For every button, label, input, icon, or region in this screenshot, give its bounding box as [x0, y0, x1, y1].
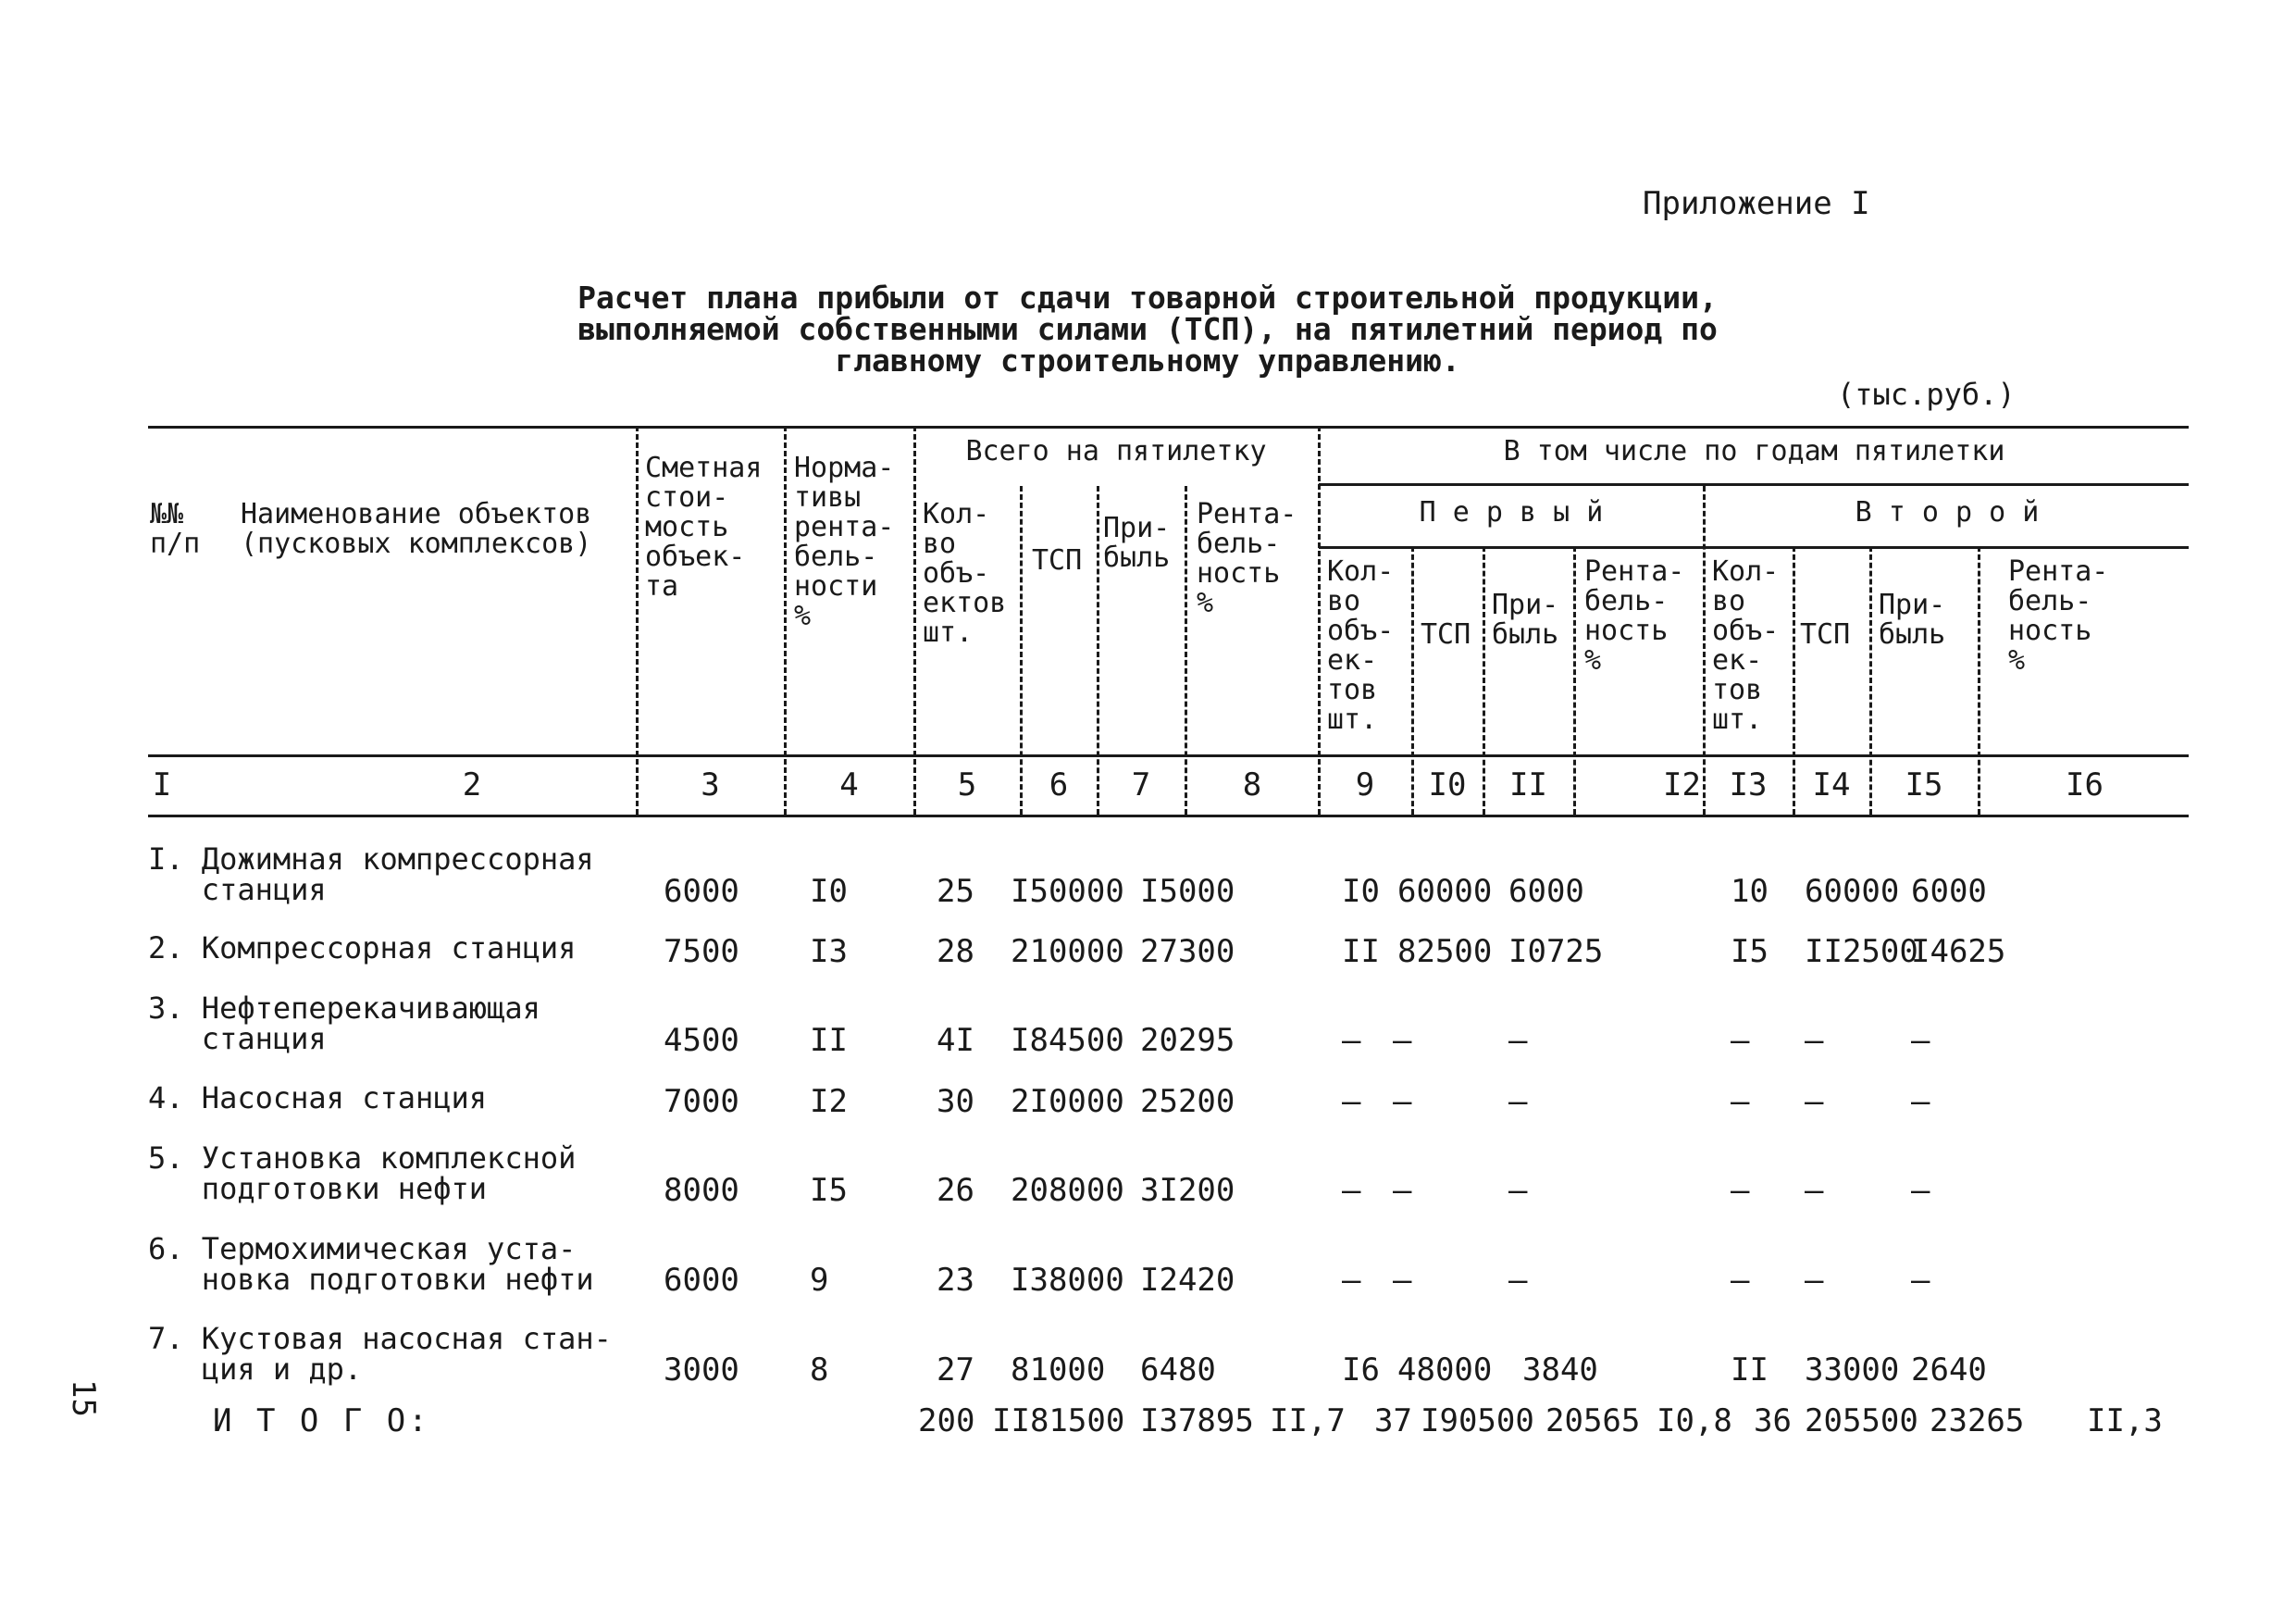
- row-2-qty: 28: [937, 933, 974, 970]
- colnum-16: I6: [2066, 766, 2104, 803]
- row-5-cost: 8000: [664, 1172, 739, 1209]
- header-bottom-rule: [148, 754, 2189, 757]
- row-1-qty: 25: [937, 873, 974, 910]
- header-group-total: Всего на пятилетку: [965, 435, 1267, 467]
- col-sep-9: [1318, 426, 1321, 815]
- row-7-cost: 3000: [664, 1351, 739, 1389]
- header-y1-profit: При- быль: [1492, 589, 1559, 651]
- total-profit: I37895: [1140, 1402, 1254, 1439]
- header-rule-years: [1319, 546, 2189, 549]
- row-5-y2-qty: –: [1731, 1172, 1750, 1209]
- header-total-qty: Кол- во объ- ектов шт.: [923, 498, 1007, 649]
- colnum-14: I4: [1812, 766, 1851, 803]
- row-1-y2-qty: 10: [1731, 873, 1769, 910]
- row-3-y2-qty: –: [1731, 1022, 1750, 1059]
- header-y1-rent: Рента- бель- ность %: [1584, 555, 1685, 677]
- total-y1-tsp: I90500: [1421, 1402, 1534, 1439]
- row-3-y2-profit: –: [1911, 1022, 1930, 1059]
- row-1-y1-tsp: 60000: [1397, 873, 1493, 910]
- row-5-y1-tsp: –: [1393, 1172, 1412, 1209]
- header-rule-group: [1319, 483, 2189, 486]
- row-3-tsp: I84500: [1011, 1022, 1124, 1059]
- row-7-y1-profit: 3840: [1522, 1351, 1598, 1389]
- row-1-y2-profit: 6000: [1911, 873, 1987, 910]
- total-y1-profit: 20565: [1545, 1402, 1641, 1439]
- col-sep-4: [784, 426, 787, 815]
- colnum-2: 2: [462, 766, 482, 803]
- colnum-10: I0: [1428, 766, 1467, 803]
- colnum-3: 3: [701, 766, 720, 803]
- colnum-8: 8: [1242, 766, 1262, 803]
- row-6-y2-tsp: –: [1805, 1262, 1824, 1299]
- row-5-y2-profit: –: [1911, 1172, 1930, 1209]
- row-4-y1-tsp: –: [1393, 1083, 1412, 1120]
- colnum-5: 5: [957, 766, 977, 803]
- row-3-y1-profit: –: [1508, 1022, 1528, 1059]
- row-2-norm: I3: [810, 933, 848, 970]
- colnum-9: 9: [1355, 766, 1375, 803]
- row-6-norm: 9: [810, 1262, 829, 1299]
- row-5-qty: 26: [937, 1172, 974, 1209]
- row-6-y2-profit: –: [1911, 1262, 1930, 1299]
- row-6-profit: I2420: [1140, 1262, 1235, 1299]
- row-2-tsp: 210000: [1011, 933, 1124, 970]
- row-3-norm: II: [810, 1022, 848, 1059]
- total-y1-rent: I0,8: [1657, 1402, 1732, 1439]
- page-number: 15: [65, 1379, 102, 1417]
- colnum-12: I2: [1663, 766, 1701, 803]
- table-top-rule: [148, 426, 2189, 429]
- row-1-tsp: I50000: [1011, 873, 1124, 910]
- row-5-norm: I5: [810, 1172, 848, 1209]
- row-6-y1-profit: –: [1508, 1262, 1528, 1299]
- col-sep-13: [1703, 486, 1706, 815]
- total-y2-profit: 23265: [1930, 1402, 2025, 1439]
- row-6-qty: 23: [937, 1262, 974, 1299]
- header-group-years: В том числе по годам пятилетки: [1503, 435, 2005, 467]
- col-sep-7: [1097, 486, 1099, 815]
- total-qty: 200: [918, 1402, 975, 1439]
- row-6-tsp: I38000: [1011, 1262, 1124, 1299]
- row-7-profit: 6480: [1140, 1351, 1216, 1389]
- header-total-tsp: ТСП: [1032, 544, 1083, 577]
- colnum-1: I: [152, 766, 172, 803]
- annex-label: Приложение I: [1643, 185, 1870, 222]
- row-4-cost: 7000: [664, 1083, 739, 1120]
- row-7-tsp: 81000: [1011, 1351, 1106, 1389]
- header-col-no: №№ п/п: [150, 498, 201, 560]
- row-2-y2-profit: I4625: [1911, 933, 2006, 970]
- row-7-qty: 27: [937, 1351, 974, 1389]
- row-4-y2-qty: –: [1731, 1083, 1750, 1120]
- document-title: Расчет плана прибыли от сдачи товарной строительной продукции, выполняемой собственными силами (ТСП), на пятилетний период по главному строительному управлению.: [577, 280, 1718, 379]
- row-7-norm: 8: [810, 1351, 829, 1389]
- colnum-15: I5: [1905, 766, 1943, 803]
- row-3-cost: 4500: [664, 1022, 739, 1059]
- row-4-name: 4. Насосная станция: [148, 1080, 488, 1115]
- header-y2-profit: При- быль: [1879, 589, 1946, 651]
- row-2-y1-tsp: 82500: [1397, 933, 1493, 970]
- col-sep-5: [913, 426, 916, 815]
- row-7-y2-tsp: 33000: [1805, 1351, 1900, 1389]
- row-1-y1-qty: I0: [1342, 873, 1380, 910]
- row-7-y1-tsp: 48000: [1397, 1351, 1493, 1389]
- colnum-4: 4: [839, 766, 859, 803]
- row-3-y1-qty: –: [1342, 1022, 1361, 1059]
- row-1-y2-tsp: 60000: [1805, 873, 1900, 910]
- colnum-13: I3: [1729, 766, 1768, 803]
- row-1-cost: 6000: [664, 873, 739, 910]
- header-year-first: П е р в ы й: [1419, 496, 1604, 529]
- header-y1-qty: Кол- во объ- ек- тов шт.: [1327, 555, 1395, 736]
- row-6-cost: 6000: [664, 1262, 739, 1299]
- header-total-profit: При- быль: [1103, 512, 1171, 574]
- total-label: И Т О Г О:: [213, 1402, 430, 1439]
- row-2-y1-profit: I0725: [1508, 933, 1604, 970]
- total-y2-tsp: 205500: [1805, 1402, 1918, 1439]
- row-4-y1-profit: –: [1508, 1083, 1528, 1120]
- row-4-y2-tsp: –: [1805, 1083, 1824, 1120]
- row-5-y1-qty: –: [1342, 1172, 1361, 1209]
- colnum-11: II: [1509, 766, 1547, 803]
- row-7-y2-profit: 2640: [1911, 1351, 1987, 1389]
- total-y1-qty: 37: [1374, 1402, 1412, 1439]
- row-4-tsp: 2I0000: [1011, 1083, 1124, 1120]
- row-2-y2-tsp: II2500: [1805, 933, 1918, 970]
- row-3-qty: 4I: [937, 1022, 974, 1059]
- colnum-6: 6: [1049, 766, 1069, 803]
- col-sep-6: [1020, 486, 1023, 815]
- row-7-y1-qty: I6: [1342, 1351, 1380, 1389]
- total-rent: II,7: [1270, 1402, 1346, 1439]
- row-2-y1-qty: II: [1342, 933, 1380, 970]
- total-y2-rent: II,3: [2087, 1402, 2163, 1439]
- total-y2-qty: 36: [1754, 1402, 1792, 1439]
- row-3-name: 3. Нефтеперекачивающая станция: [148, 990, 540, 1056]
- row-2-profit: 27300: [1140, 933, 1235, 970]
- col-sep-3: [636, 426, 639, 815]
- row-4-qty: 30: [937, 1083, 974, 1120]
- row-4-y1-qty: –: [1342, 1083, 1361, 1120]
- total-tsp: II81500: [992, 1402, 1125, 1439]
- row-5-tsp: 208000: [1011, 1172, 1124, 1209]
- header-y2-tsp: ТСП: [1800, 618, 1851, 651]
- row-5-profit: 3I200: [1140, 1172, 1235, 1209]
- row-7-y2-qty: II: [1731, 1351, 1769, 1389]
- row-6-y1-qty: –: [1342, 1262, 1361, 1299]
- row-7-name: 7. Кустовая насосная стан- ция и др.: [148, 1321, 612, 1387]
- units-label: (тыс.руб.): [1837, 377, 2016, 412]
- row-3-y2-tsp: –: [1805, 1022, 1824, 1059]
- column-numbers-rule: [148, 815, 2189, 817]
- header-year-second: В т о р о й: [1855, 496, 2040, 529]
- header-y2-qty: Кол- во объ- ек- тов шт.: [1712, 555, 1780, 736]
- row-2-y2-qty: I5: [1731, 933, 1769, 970]
- row-4-y2-profit: –: [1911, 1083, 1930, 1120]
- header-col-cost: Сметная стои- мость объек- та: [645, 452, 763, 603]
- row-4-profit: 25200: [1140, 1083, 1235, 1120]
- header-y2-rent: Рента- бель- ность %: [2008, 555, 2109, 677]
- header-total-rent: Рента- бель- ность %: [1197, 498, 1297, 619]
- row-2-name: 2. Компрессорная станция: [148, 930, 577, 965]
- row-5-name: 5. Установка комплексной подготовки нефти: [148, 1140, 577, 1206]
- row-6-y1-tsp: –: [1393, 1262, 1412, 1299]
- row-6-y2-qty: –: [1731, 1262, 1750, 1299]
- row-3-profit: 20295: [1140, 1022, 1235, 1059]
- col-sep-8: [1185, 486, 1187, 815]
- row-6-name: 6. Термохимическая уста- новка подготовки нефти: [148, 1231, 594, 1297]
- header-y1-tsp: ТСП: [1421, 618, 1471, 651]
- row-2-cost: 7500: [664, 933, 739, 970]
- colnum-7: 7: [1131, 766, 1151, 803]
- row-1-name: I. Дожимная компрессорная станция: [148, 841, 594, 907]
- row-1-y1-profit: 6000: [1508, 873, 1584, 910]
- row-4-norm: I2: [810, 1083, 848, 1120]
- header-col-norm: Норма- тивы рента- бель- ности %: [794, 452, 895, 632]
- header-col-name: Наименование объектов (пусковых комплексов): [241, 498, 592, 560]
- row-3-y1-tsp: –: [1393, 1022, 1412, 1059]
- row-1-norm: I0: [810, 873, 848, 910]
- row-5-y2-tsp: –: [1805, 1172, 1824, 1209]
- row-5-y1-profit: –: [1508, 1172, 1528, 1209]
- row-1-profit: I5000: [1140, 873, 1235, 910]
